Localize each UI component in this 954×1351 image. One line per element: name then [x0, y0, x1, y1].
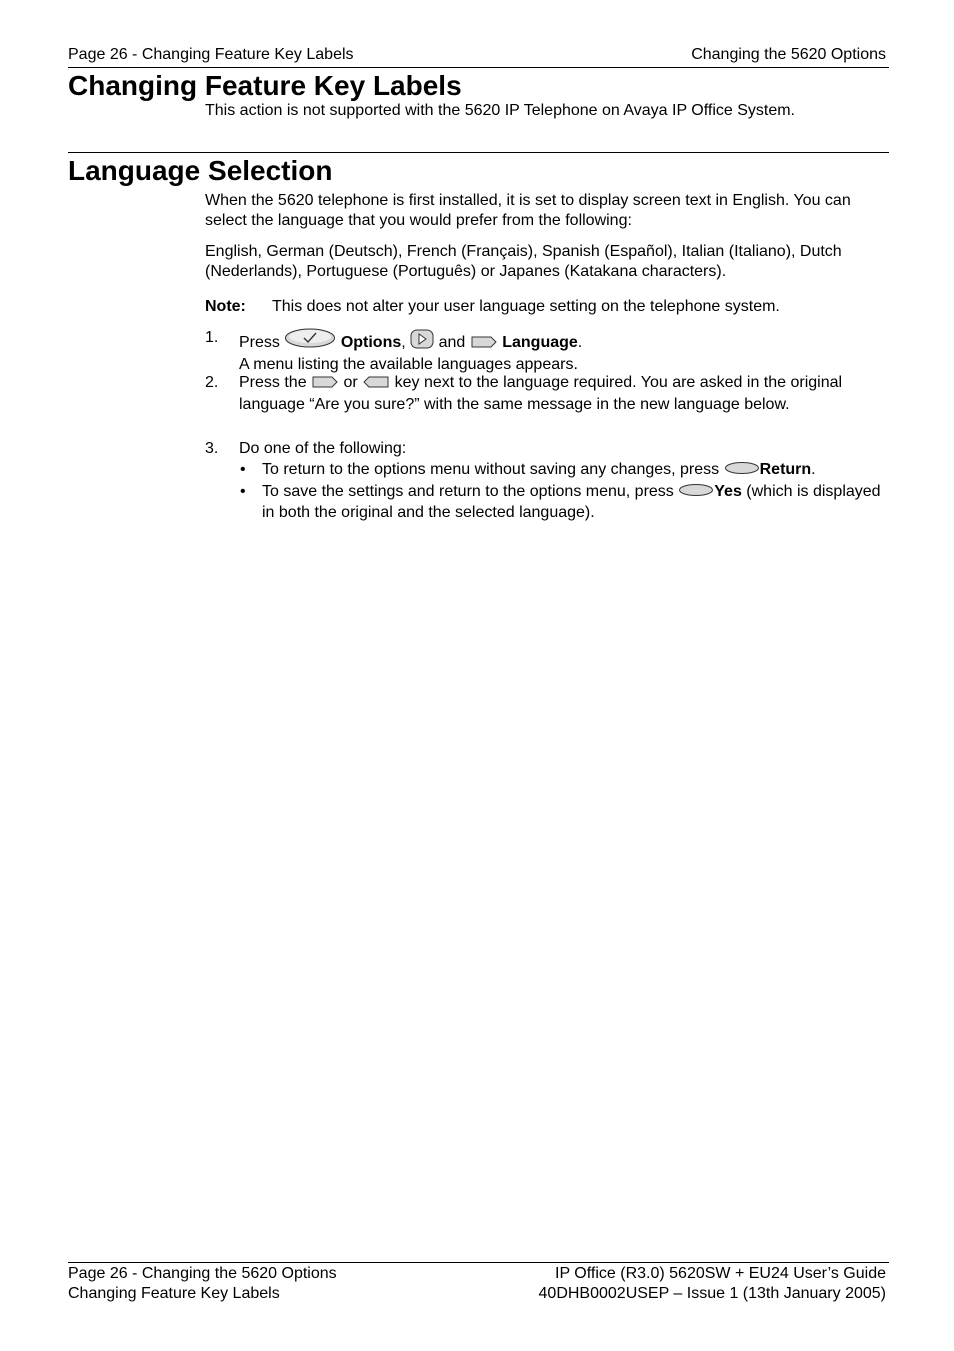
footer-right-2: 40DHB0002USEP – Issue 1 (13th January 2005) — [538, 1285, 886, 1302]
bullet-marker: • — [240, 461, 246, 478]
footer-left-1: Page 26 - Changing the 5620 Options — [68, 1265, 337, 1282]
section-title-language-selection: Language Selection — [68, 155, 333, 186]
paragraph-language-list: English, German (Deutsch), French (Français), Spanish (Español), Italian (Italiano), Dutch (Nederlands), Portuguese (Português) or Japanes (Katakana characters). — [205, 243, 842, 280]
section-title-feature-key-labels: Changing Feature Key Labels — [68, 70, 462, 101]
note-label: Note: — [205, 298, 246, 315]
step-3-text: Do one of the following: — [239, 440, 407, 457]
options-key-icon — [284, 328, 336, 354]
right-arrow-key-icon — [410, 329, 434, 355]
header-rule — [68, 67, 889, 68]
bullet-marker: • — [240, 483, 246, 500]
step-2-number: 2. — [205, 374, 219, 391]
section-rule — [68, 152, 889, 153]
step-1: Press Options, and Language. A menu listing the available languages appears. — [239, 328, 889, 375]
footer-rule — [68, 1262, 889, 1263]
softkey-icon — [678, 483, 714, 503]
list-item: To save the settings and return to the options menu, press Yes (which is displayed in both the original and the selected language). — [262, 483, 881, 521]
header-right: Changing the 5620 Options — [691, 46, 886, 63]
section1-body: This action is not supported with the 5620 IP Telephone on Avaya IP Office System. — [205, 102, 795, 119]
header-left: Page 26 - Changing Feature Key Labels — [68, 46, 354, 63]
feature-key-right-icon — [470, 335, 498, 355]
paragraph-intro: When the 5620 telephone is first installed, it is set to display screen text in English. You can select the language that you would prefer from the following: — [205, 192, 851, 229]
step-3-number: 3. — [205, 440, 219, 457]
softkey-icon — [724, 461, 760, 481]
note-text: This does not alter your user language setting on the telephone system. — [272, 298, 780, 315]
feature-key-left-icon — [362, 375, 390, 395]
step-1-number: 1. — [205, 329, 219, 346]
footer-right-1: IP Office (R3.0) 5620SW + EU24 User’s Guide — [555, 1265, 886, 1282]
step-2: Press the or key next to the language required. You are asked in the original language “Are you sure?” with the same message in the new language below. — [239, 374, 843, 413]
feature-key-right-icon — [311, 375, 339, 395]
footer-left-2: Changing Feature Key Labels — [68, 1285, 280, 1302]
list-item: To return to the options menu without saving any changes, press Return. — [262, 460, 889, 481]
